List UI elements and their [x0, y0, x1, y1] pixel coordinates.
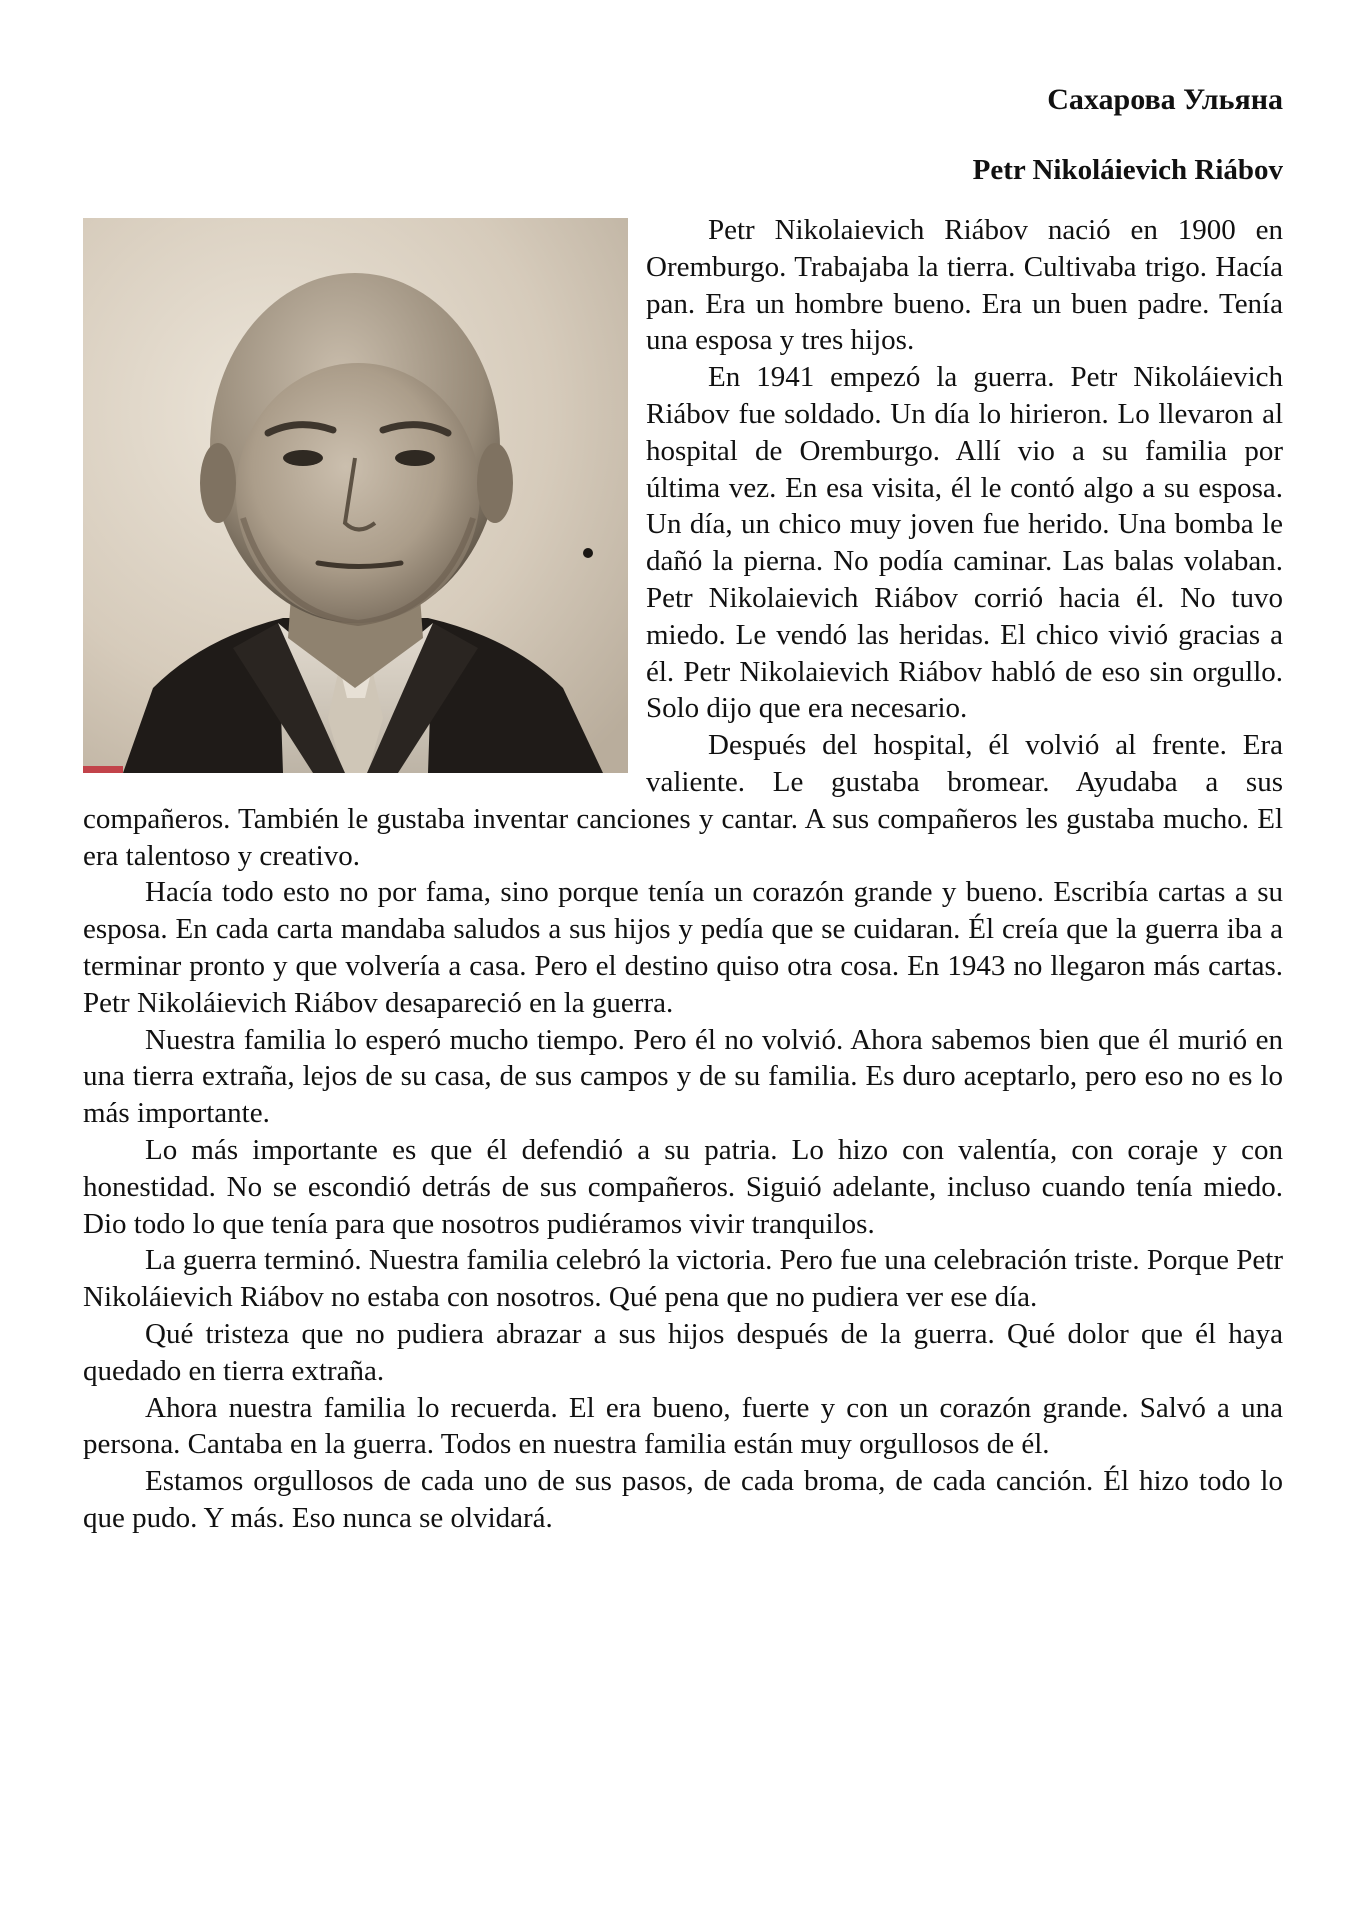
- paragraph: Lo más importante es que él defendió a su patria. Lo hizo con valentía, con coraje y con honestidad. No se escondió detrás de sus compañeros. Siguió adelante, incluso cuando tenía miedo. Dio todo lo que tenía para que nosotros pudiéramos vivir tranquilos.: [83, 1133, 1283, 1240]
- author-name: Сахарова Ульяна: [1047, 83, 1283, 116]
- paragraph: Qué tristeza que no pudiera abrazar a sus hijos después de la guerra. Qué dolor que él haya quedado en tierra extraña.: [83, 1317, 1283, 1387]
- portrait-photo: [83, 218, 628, 773]
- paragraph: En 1941 empezó la guerra. Petr Nikoláievich Riábov fue soldado. Un día lo hirieron. Lo llevaron al hospital de Oremburgo. Allí vio a su familia por última vez. En esa visita, él le contó algo a su esposa. Un día, un chico muy joven fue herido. Una bomba le dañó la pierna. No podía caminar. Las balas volaban. Petr Nikolaievich Riábov corrió hacia él. No tuvo miedo. Le vendó las heridas. El chico vivió gracias a él. Petr Nikolaievich Riábov habló de eso sin orgullo. Solo dijo que era necesario.: [646, 361, 1283, 725]
- paragraph: Petr Nikolaievich Riábov nació en 1900 en Oremburgo. Trabajaba la tierra. Cultivaba trigo. Hacía pan. Era un hombre bueno. Era un buen padre. Tenía una esposa y tres hijos.: [646, 214, 1283, 357]
- paragraph: Después del hospital, él volvió al frente. Era valiente. Le gustaba bromear. Ayudaba a sus compañeros. También le gustaba inventar canciones y cantar. A sus compañeros les gustaba mucho. El era talentoso y creativo.: [83, 729, 1283, 872]
- document-title: Petr Nikoláievich Riábov: [972, 154, 1283, 186]
- document-body: [83, 212, 1283, 1537]
- paragraph: Nuestra familia lo esperó mucho tiempo. Pero él no volvió. Ahora sabemos bien que él murió en una tierra extraña, lejos de su casa, de sus campos y de su familia. Es duro aceptarlo, pero eso no es lo más importante.: [83, 1023, 1283, 1130]
- paragraph: Estamos orgullosos de cada uno de sus pasos, de cada broma, de cada canción. Él hizo todo lo que pudo. Y más. Eso nunca se olvidará.: [83, 1465, 1283, 1534]
- paragraph: Ahora nuestra familia lo recuerda. El era bueno, fuerte y con un corazón grande. Salvó a una persona. Cantaba en la guerra. Todos en nuestra familia están muy orgullosos de él.: [83, 1391, 1283, 1461]
- paragraph: La guerra terminó. Nuestra familia celebró la victoria. Pero fue una celebración triste. Porque Petr Nikoláievich Riábov no estaba con nosotros. Qué pena que no pudiera ver ese día.: [83, 1244, 1283, 1314]
- paragraph: Hacía todo esto no por fama, sino porque tenía un corazón grande y bueno. Escribía cartas a su esposa. En cada carta mandaba saludos a sus hijos y pedía que se cuidaran. Él creía que la guerra iba a terminar pronto y que volvería a casa. Pero el destino quiso otra cosa. En 1943 no llegaron más cartas. Petr Nikoláievich Riábov desapareció en la guerra.: [83, 876, 1283, 1019]
- document-page: [83, 80, 1283, 1880]
- portrait-photo-icon: [83, 218, 628, 773]
